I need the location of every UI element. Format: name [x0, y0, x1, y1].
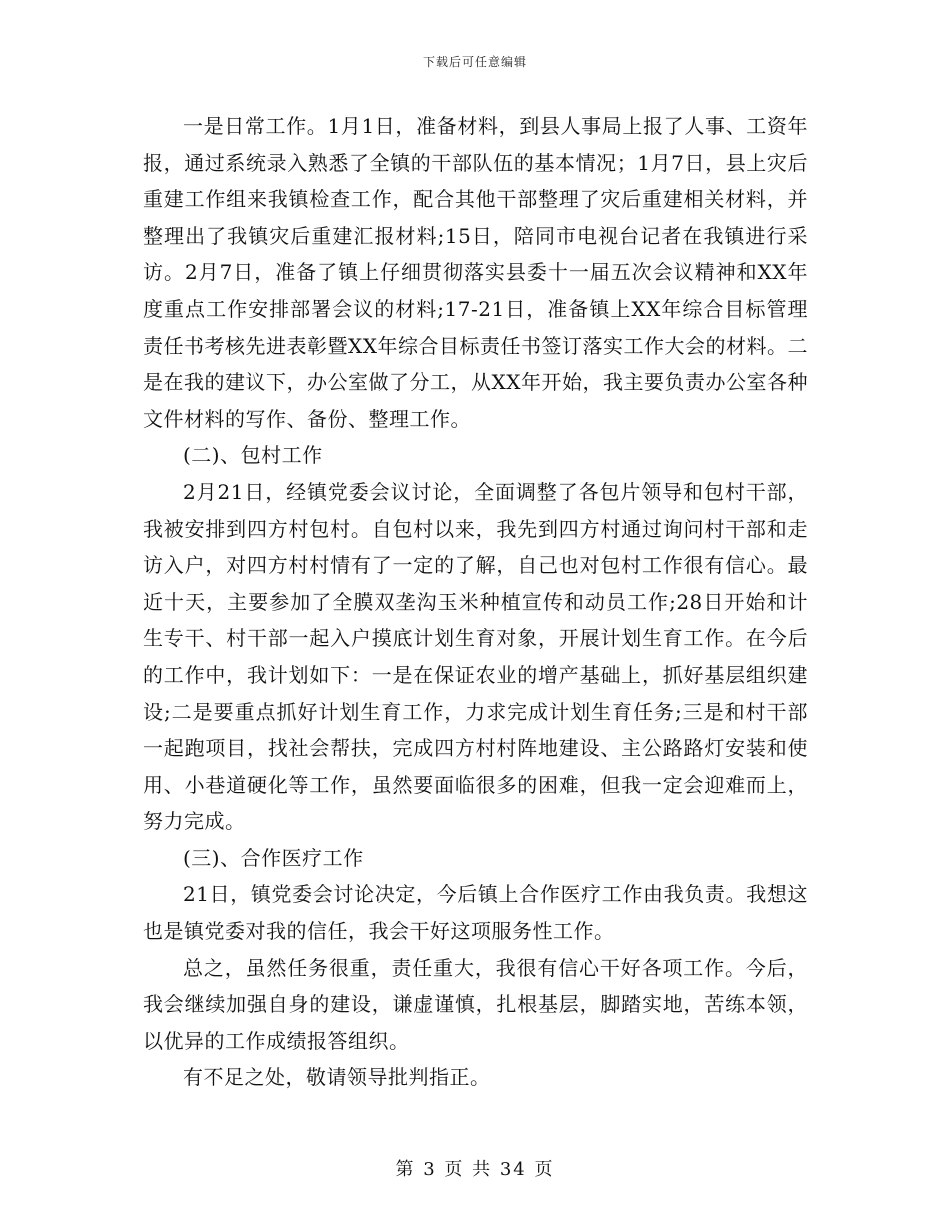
page-number-footer [0, 1155, 950, 1181]
section-heading-medical-work: (三)、合作医疗工作 [183, 845, 364, 870]
paragraph-village-work: 2月21日，经镇党委会议讨论，全面调整了各包片领导和包村干部，我被安排到四方村包村。自包村以来，我先到四方村通过询问村干部和走访入户，对四方村村情有了一定的了解，自己也对包村工作很有信心。最近十天，主要参加了全膜双垄沟玉米种植宣传和动员工作;28日开始和计生专干、村干部一起入户摸底计划生育对象，开展计划生育工作。在今后的工作中，我计划如下：一是在保证农业的增产基础上，抓好基层组织建设;二是要重点抓好计划生育工作，力求完成计划生育任务;三是和村干部一起跑项目，找社会帮扶，完成四方村村阵地建设、主公路路灯安装和使用、小巷道硬化等工作，虽然要面临很多的困难，但我一定会迎难而上，努力完成。 [143, 479, 808, 834]
header-note: 下载后可任意编辑 [422, 55, 527, 69]
document-body [143, 108, 808, 1096]
page-number-label: 第 3 页 共 34 页 [395, 1159, 555, 1180]
paragraph-closing: 有不足之处，敬请领导批判指正。 [183, 1065, 491, 1090]
paragraph-summary: 总之，虽然任务很重，责任重大，我很有信心干好各项工作。今后，我会继续加强自身的建设，谦虚谨慎，扎根基层，脚踏实地，苦练本领，以优异的工作成绩报答组织。 [143, 955, 808, 1053]
section-heading-village-work: (二)、包村工作 [183, 443, 323, 468]
paragraph-medical-work: 21日，镇党委会讨论决定，今后镇上合作医疗工作由我负责。我想这也是镇党委对我的信任，我会干好这项服务性工作。 [143, 882, 808, 944]
paragraph-daily-work: 一是日常工作。1月1日，准备材料，到县人事局上报了人事、工资年报，通过系统录入熟悉了全镇的干部队伍的基本情况；1月7日，县上灾后重建工作组来我镇检查工作，配合其他干部整理了灾后重建相关材料，并整理出了我镇灾后重建汇报材料;15日，陪同市电视台记者在我镇进行采访。2月7日，准备了镇上仔细贯彻落实县委十一届五次会议精神和XX年度重点工作安排部署会议的材料;17-21日，准备镇上XX年综合目标管理责任书考核先进表彰暨XX年综合目标责任书签订落实工作大会的材料。二是在我的建议下，办公室做了分工，从XX年开始，我主要负责办公室各种文件材料的写作、备份、整理工作。 [143, 114, 808, 431]
